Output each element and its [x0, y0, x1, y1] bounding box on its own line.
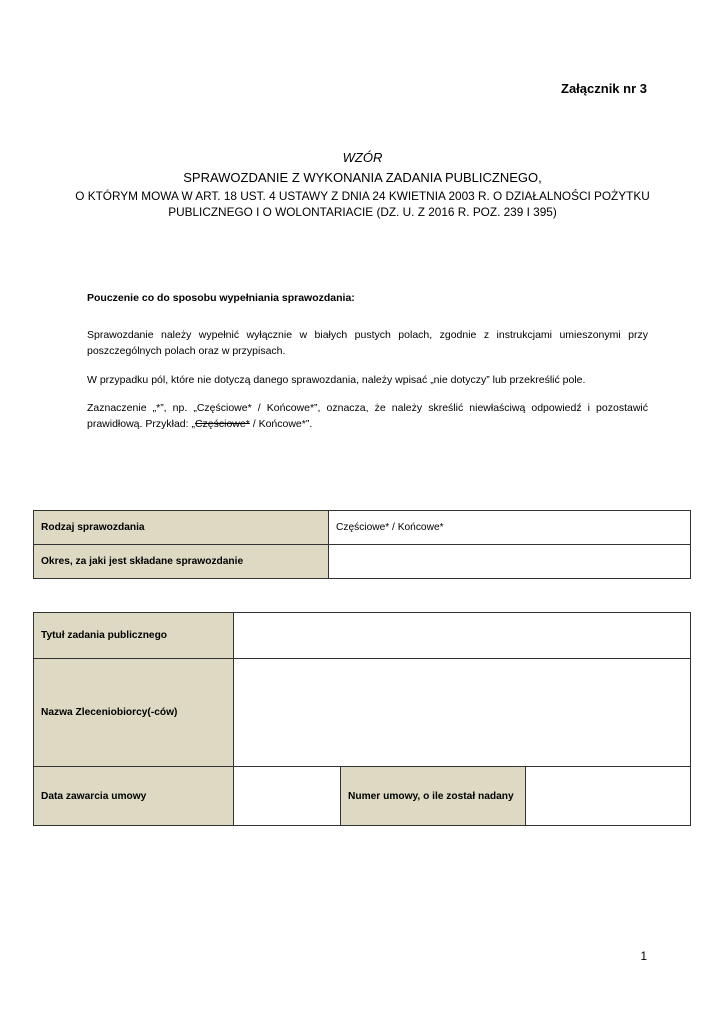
- instructions-paragraph-2: W przypadku pól, które nie dotyczą danego sprawozdania, należy wpisać „nie dotyczy” lub przekreślić pole.: [87, 374, 586, 386]
- instructions-heading: Pouczenie co do sposobu wypełniania sprawozdania:: [87, 292, 355, 304]
- document-subtitle: O KTÓRYM MOWA W ART. 18 UST. 4 USTAWY Z DNIA 24 KWIETNIA 2003 R. O DZIAŁALNOŚCI POŻYTKU PUBLICZNEGO I O WOLONTARIACIE (DZ. U. Z 2016 R. POZ. 239 I 395): [75, 189, 650, 219]
- report-type-table: [33, 510, 691, 579]
- period-label: Okres, za jaki jest składane sprawozdanie: [34, 545, 329, 579]
- template-label: WZÓR: [342, 150, 383, 165]
- page-number: 1: [640, 949, 647, 963]
- contractor-label: Nazwa Zleceniobiorcy(-ców): [34, 659, 234, 767]
- report-type-field[interactable]: Częściowe* / Końcowe*: [329, 511, 691, 545]
- task-title-field[interactable]: [234, 613, 691, 659]
- instructions-paragraph-1: Sprawozdanie należy wypełnić wyłącznie w białych pustych polach, zgodnie z instrukcjami umieszonymi przy poszczególnych polach oraz w przypisach.: [87, 329, 648, 357]
- contract-date-label: Data zawarcia umowy: [34, 767, 234, 826]
- task-title-label: Tytuł zadania publicznego: [34, 613, 234, 659]
- document-title: SPRAWOZDANIE Z WYKONANIA ZADANIA PUBLICZNEGO,: [183, 170, 542, 185]
- annex-label: Załącznik nr 3: [561, 81, 647, 96]
- task-info-table: [33, 612, 691, 826]
- instructions-p3-end: / Końcowe*”.: [249, 418, 313, 430]
- struck-example: Częściowe*: [194, 418, 250, 430]
- report-type-label: Rodzaj sprawozdania: [34, 511, 329, 545]
- contractor-field[interactable]: [234, 659, 691, 767]
- contract-number-field[interactable]: [526, 767, 691, 826]
- period-field[interactable]: [329, 545, 691, 579]
- contract-number-label: Numer umowy, o ile został nadany: [341, 767, 526, 826]
- instructions-p3-text: Zaznaczenie „*”, np. „Częściowe* / Końcowe*”, oznacza, że należy skreślić niewłaściwą odpowiedź i pozostawić prawidłową. Przykład: „: [87, 402, 648, 430]
- instructions-paragraph-3: [87, 400, 648, 432]
- contract-date-field[interactable]: [234, 767, 341, 826]
